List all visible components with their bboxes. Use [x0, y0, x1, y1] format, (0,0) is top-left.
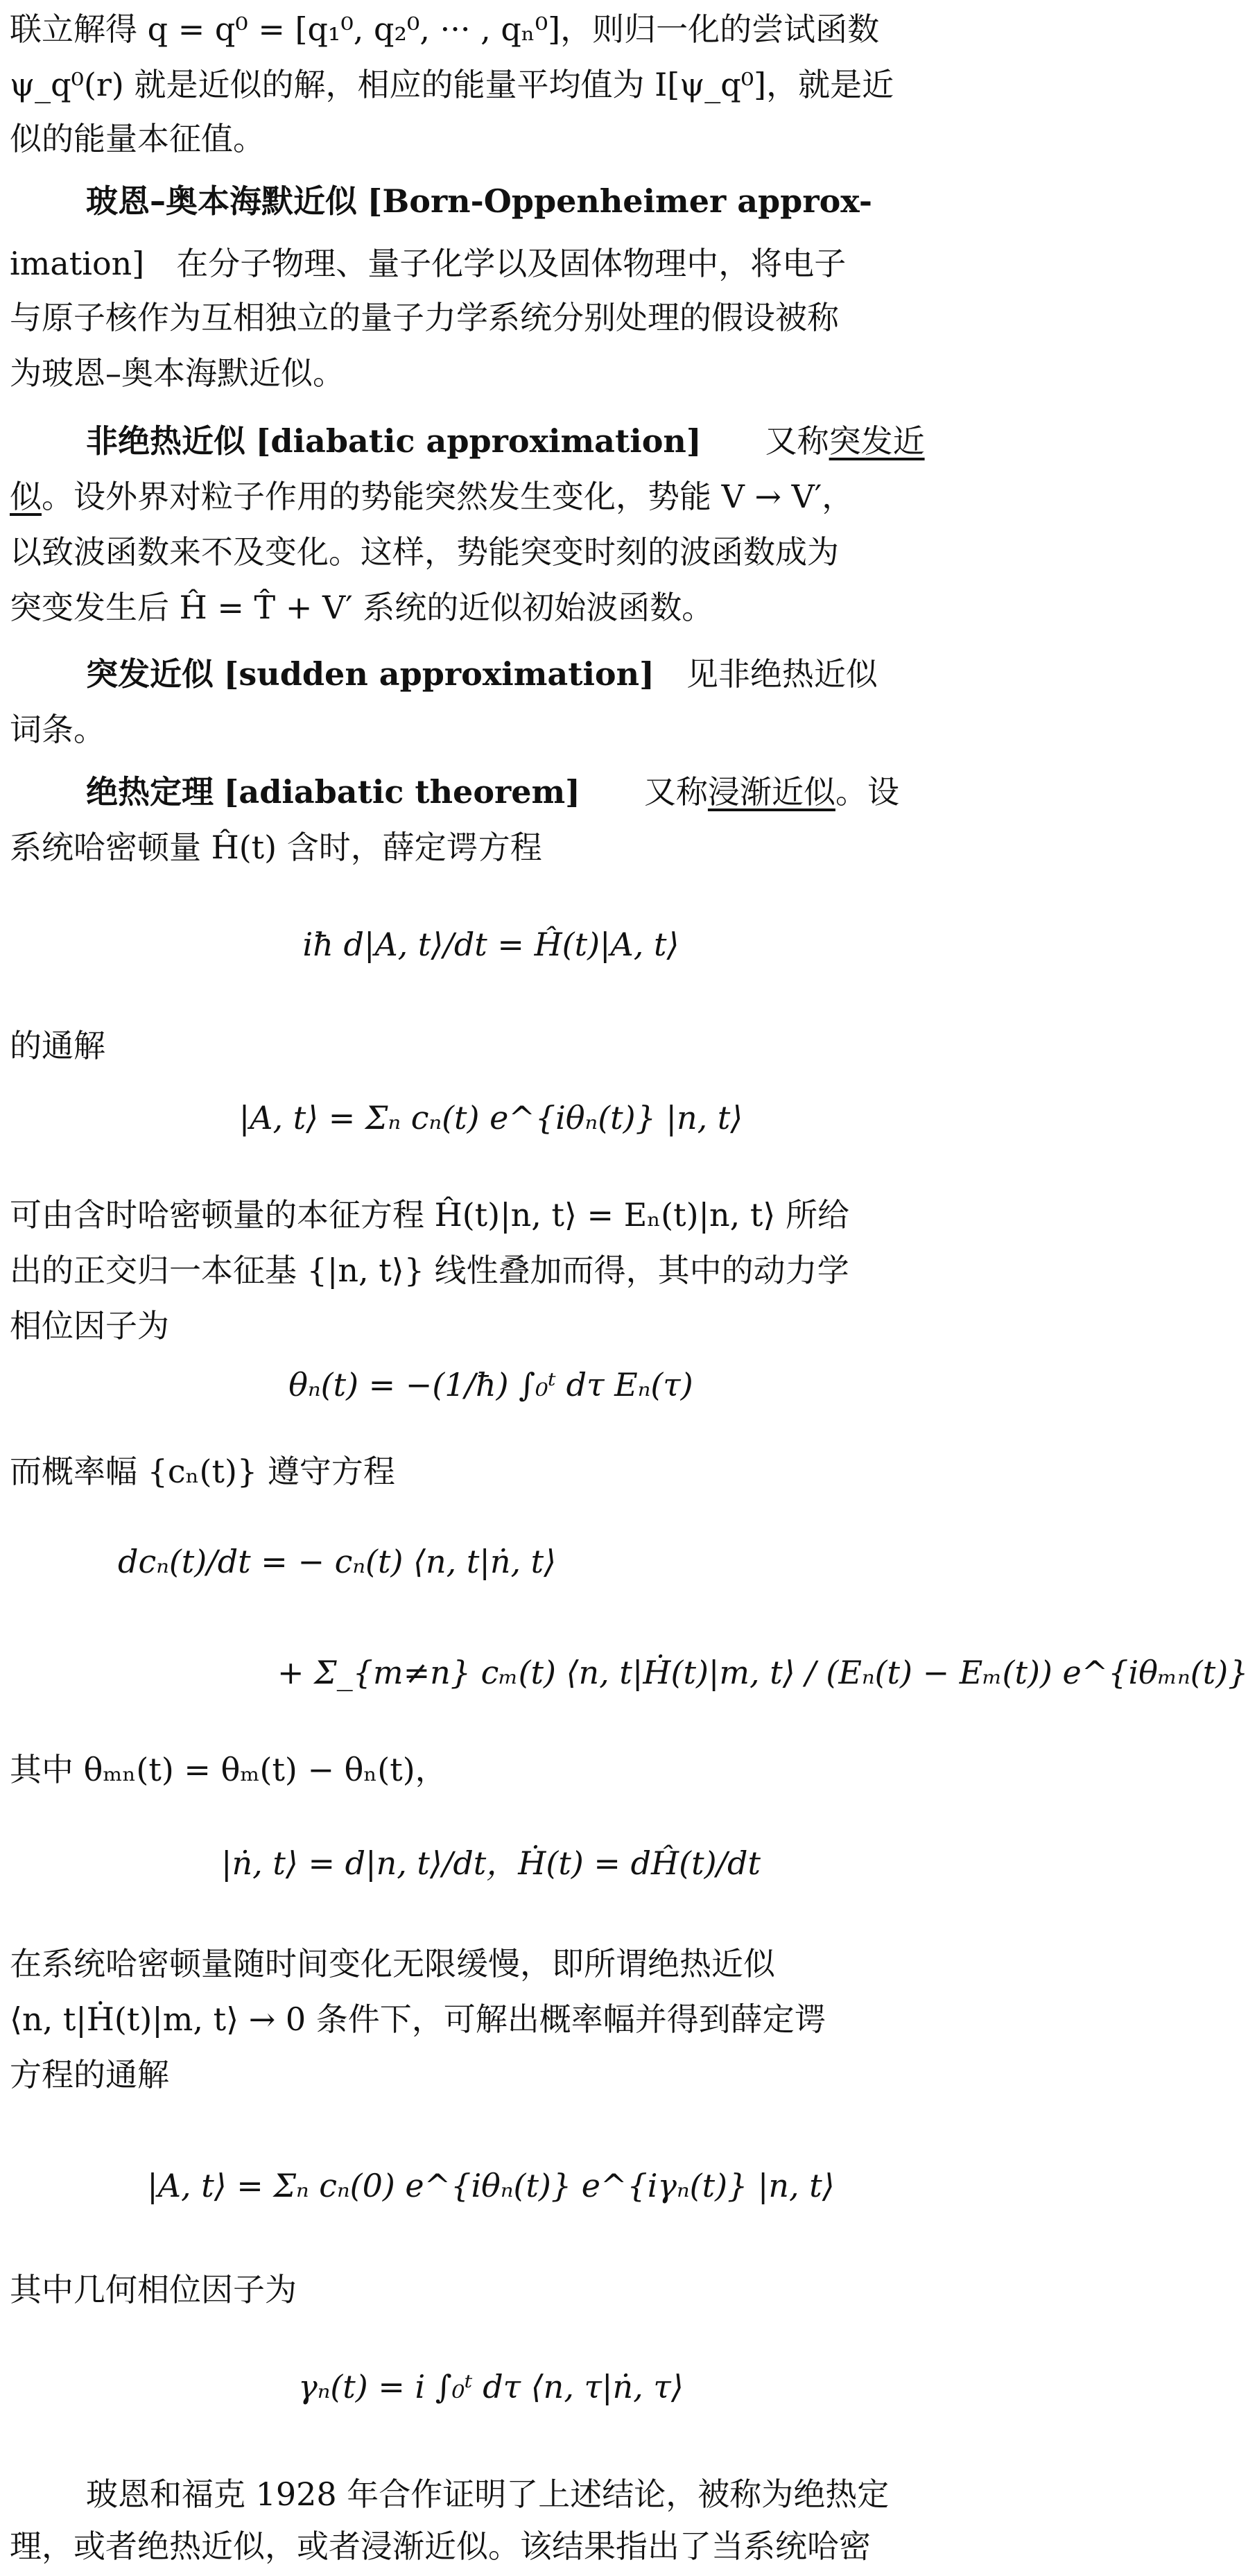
cross-reference-link[interactable]: 突发近 — [829, 422, 925, 460]
entry-heading-tail: 。设 — [835, 773, 899, 811]
text-line: 的通解 — [10, 1027, 105, 1064]
cross-reference-link[interactable]: 似 — [10, 478, 42, 515]
equation-amplitude-2: + Σ_{m≠n} cₘ(t) ⟨n, t|Ḣ(t)|m, t⟩ / (Eₙ(t) − Eₘ(t)) e^{iθₘₙ(t)} — [277, 1654, 1248, 1691]
text-line: 突变发生后 Ĥ = T̂ + V′ 系统的近似初始波函数。 — [10, 589, 714, 626]
paragraph-born-fock: 玻恩和福克 1928 年合作证明了上述结论，被称为绝热定 — [86, 2475, 890, 2513]
text-line: 系统哈密顿量 Ĥ(t) 含时，薛定谔方程 — [10, 829, 542, 866]
entry-english: [adiabatic theorem] — [223, 773, 580, 811]
text-line: 可由含时哈密顿量的本征方程 Ĥ(t)|n, t⟩ = Eₙ(t)|n, t⟩ 所给 — [10, 1196, 849, 1234]
text-line-continuation: 。设外界对粒子作用的势能突然发生变化，势能 V → V′， — [42, 478, 854, 515]
text-line: ⟨n, t|Ḣ(t)|m, t⟩ → 0 条件下，可解出概率幅并得到薛定谔 — [10, 2000, 826, 2038]
text-line: 其中几何相位因子为 — [10, 2271, 297, 2308]
text-line: 在系统哈密顿量随时间变化无限缓慢，即所谓绝热近似 — [10, 1945, 775, 1982]
text-line: 以致波函数来不及变化。这样，势能突变时刻的波函数成为 — [10, 533, 839, 571]
text-line: 词条。 — [10, 711, 105, 748]
entry-see-also: 见非绝热近似 — [654, 655, 878, 693]
entry-diabatic-heading — [86, 419, 972, 463]
entry-term: 玻恩–奥本海默近似 — [86, 182, 357, 220]
entry-term: 非绝热近似 — [86, 422, 245, 460]
entry-adiabatic-heading — [86, 770, 972, 814]
entry-english: [Born-Oppenheimer approx- — [367, 182, 872, 220]
entry-also-called: 又称 — [701, 422, 829, 460]
entry-english: [diabatic approximation] — [255, 422, 702, 460]
equation-derivatives: |ṅ, t⟩ = d|n, t⟩/dt，Ḣ(t) = dĤ(t)/dt — [221, 1844, 761, 1882]
equation-schrodinger: iħ d|A, t⟩/dt = Ĥ(t)|A, t⟩ — [302, 926, 679, 963]
text-line: 联立解得 q = q⁰ = [q₁⁰, q₂⁰, ··· , qₙ⁰]，则归一化的尝试函数 — [10, 10, 880, 48]
text-line: 似的能量本征值。 — [10, 120, 265, 157]
text-line: imation] 在分子物理、量子化学以及固体物理中，将电子 — [10, 245, 847, 282]
text-line: 与原子核作为互相独立的量子力学系统分别处理的假设被称 — [10, 299, 839, 336]
entry-also-called: 又称 — [580, 773, 708, 811]
entry-sudden-heading — [86, 652, 972, 696]
cross-reference-link[interactable]: 浸渐近似 — [707, 773, 835, 811]
text-line — [10, 474, 972, 519]
equation-dynamic-phase: θₙ(t) = −(1/ħ) ∫₀ᵗ dτ Eₙ(τ) — [288, 1366, 693, 1403]
equation-general-solution: |A, t⟩ = Σₙ cₙ(t) e^{iθₙ(t)} |n, t⟩ — [239, 1099, 743, 1136]
entry-born-oppenheimer-heading — [86, 179, 972, 223]
text-line: 方程的通解 — [10, 2056, 169, 2093]
entry-english: [sudden approximation] — [223, 655, 655, 693]
text-line: 为玻恩–奥本海默近似。 — [10, 354, 345, 392]
text-line: 其中 θₘₙ(t) = θₘ(t) − θₙ(t)， — [10, 1751, 447, 1788]
text-line: 出的正交归一本征基 {|n, t⟩} 线性叠加而得，其中的动力学 — [10, 1252, 849, 1289]
text-line: 而概率幅 {cₙ(t)} 遵守方程 — [10, 1453, 395, 1490]
equation-amplitude-1: dcₙ(t)/dt = − cₙ(t) ⟨n, t|ṅ, t⟩ — [118, 1543, 557, 1580]
equation-geometric-phase: γₙ(t) = i ∫₀ᵗ dτ ⟨n, τ|ṅ, τ⟩ — [298, 2368, 684, 2405]
text-line: 相位因子为 — [10, 1307, 169, 1345]
text-line: ψ_q⁰(r) 就是近似的解，相应的能量平均值为 I[ψ_q⁰]，就是近 — [10, 66, 894, 103]
entry-term: 绝热定理 — [86, 773, 214, 811]
equation-adiabatic-solution: |A, t⟩ = Σₙ cₙ(0) e^{iθₙ(t)} e^{iγₙ(t)} |n, t⟩ — [147, 2167, 835, 2204]
text-line: 理，或者绝热近似，或者浸渐近似。该结果指出了当系统哈密 — [10, 2527, 871, 2565]
entry-term: 突发近似 — [86, 655, 214, 693]
